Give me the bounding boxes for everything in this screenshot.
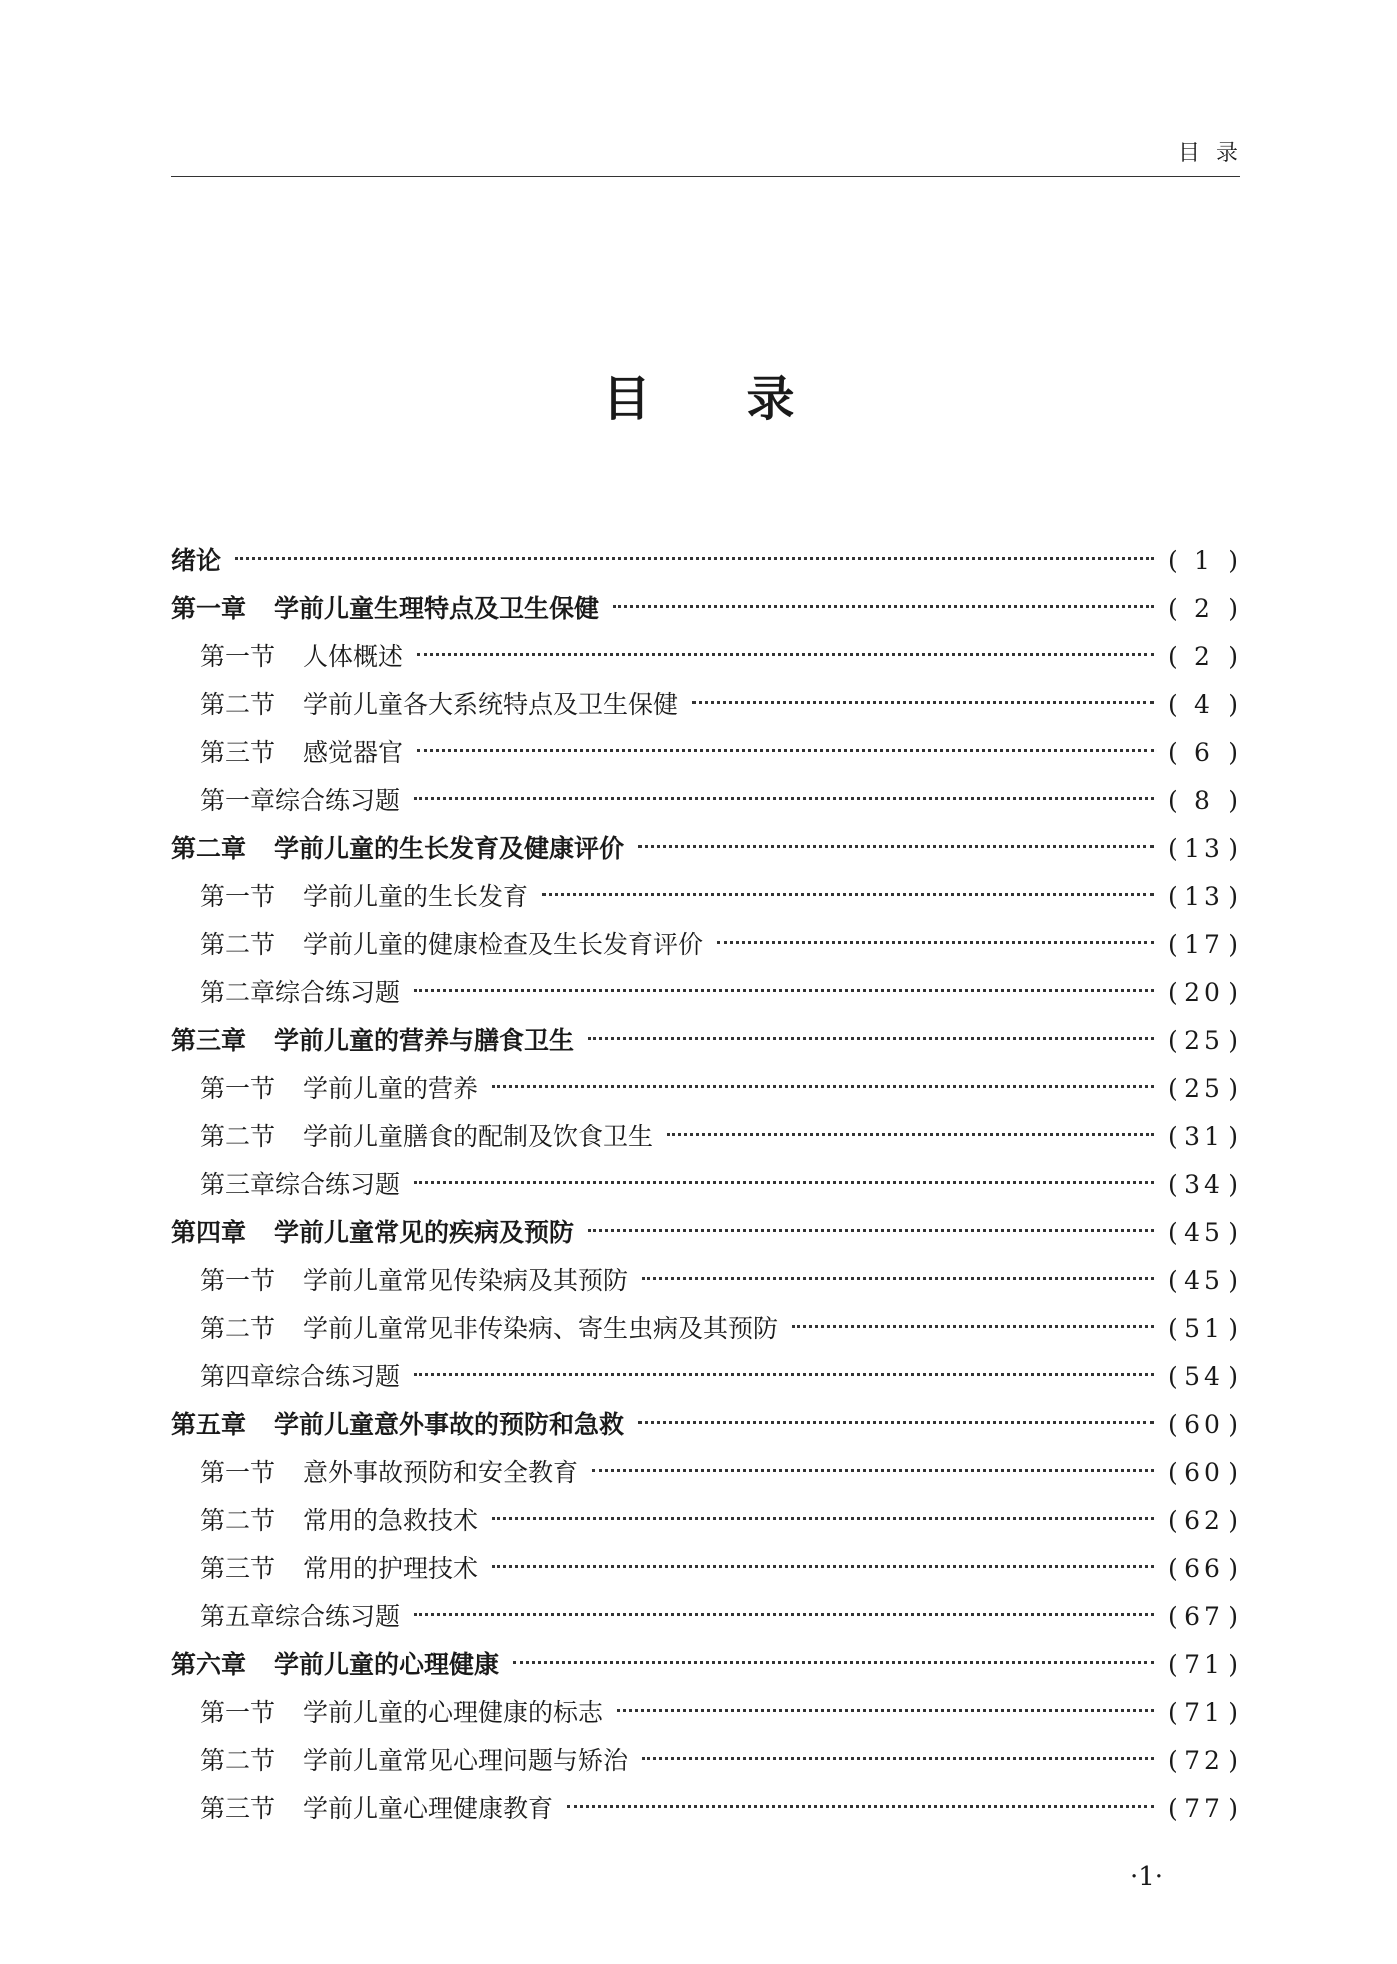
toc-entry-title: 第三章综合练习题 (200, 1170, 401, 1199)
toc-section-entry[interactable] (171, 873, 1240, 921)
dot-leader (617, 1709, 1154, 1712)
toc-entry-label (200, 873, 528, 921)
toc-section-entry[interactable] (171, 1353, 1240, 1401)
toc-entry-page: ( 60 ) (1168, 1401, 1240, 1449)
toc-entry-page-number: 66 (1184, 1554, 1224, 1583)
toc-entry-number: 第一节 (200, 1074, 276, 1103)
dot-leader (613, 605, 1154, 608)
toc-entry-label (171, 585, 599, 633)
toc-entry-label (200, 1545, 478, 1593)
toc-entry-number: 第一节 (200, 1458, 276, 1487)
toc-entry-number: 第一节 (200, 1266, 276, 1295)
running-header-title: 目录 (1177, 141, 1254, 166)
toc-entry-label (171, 1017, 574, 1065)
toc-entry-title: 学前儿童常见心理问题与矫治 (303, 1746, 629, 1775)
toc-chapter-entry[interactable] (171, 537, 1240, 585)
toc-section-entry[interactable] (171, 1161, 1240, 1209)
toc-entry-page-number: 45 (1184, 1266, 1224, 1295)
toc-section-entry[interactable] (171, 1593, 1240, 1641)
toc-chapter-entry[interactable] (171, 1209, 1240, 1257)
toc-entry-page-number: 25 (1184, 1026, 1224, 1055)
toc-entry-title: 学前儿童的健康检查及生长发育评价 (303, 930, 704, 959)
toc-entry-page-number: 34 (1184, 1170, 1224, 1199)
toc-entry-number: 第二节 (200, 690, 276, 719)
toc-entry-number: 第二节 (200, 1122, 276, 1151)
dot-leader (638, 1421, 1154, 1424)
toc-entry-page-number: 13 (1184, 882, 1224, 911)
toc-entry-page: ( 34 ) (1168, 1161, 1240, 1209)
dot-leader (588, 1037, 1154, 1040)
toc-entry-number: 第六章 (171, 1650, 247, 1679)
toc-entry-page-number: 60 (1184, 1458, 1224, 1487)
toc-entry-page-number: 1 (1194, 546, 1214, 575)
toc-entry-page: ( 8 ) (1168, 777, 1240, 825)
toc-entry-page: ( 51 ) (1168, 1305, 1240, 1353)
toc-entry-label (171, 825, 624, 873)
toc-entry-title: 学前儿童的心理健康 (274, 1650, 500, 1679)
toc-section-entry[interactable] (171, 1497, 1240, 1545)
toc-section-entry[interactable] (171, 1545, 1240, 1593)
toc-section-entry[interactable] (171, 681, 1240, 729)
toc-entry-label (200, 729, 403, 777)
toc-entry-number: 第四章 (171, 1218, 247, 1247)
page-number: ·1· (1130, 1862, 1164, 1892)
toc-entry-page: ( 77 ) (1168, 1785, 1240, 1833)
toc-entry-number: 第三节 (200, 1554, 276, 1583)
toc-entry-page: ( 13 ) (1168, 825, 1240, 873)
toc-entry-page-number: 31 (1184, 1122, 1224, 1151)
toc-entry-title: 人体概述 (303, 642, 404, 671)
dot-leader (638, 845, 1154, 848)
dot-leader (792, 1325, 1154, 1328)
toc-section-entry[interactable] (171, 921, 1240, 969)
toc-section-entry[interactable] (171, 1737, 1240, 1785)
toc-entry-label (200, 1785, 553, 1833)
dot-leader (417, 653, 1154, 656)
toc-entry-number: 第五章 (171, 1410, 247, 1439)
dot-leader (414, 797, 1154, 800)
dot-leader (414, 1613, 1154, 1616)
toc-entry-number: 第二节 (200, 1314, 276, 1343)
toc-entry-page: ( 2 ) (1168, 585, 1240, 633)
toc-entry-page-number: 67 (1184, 1602, 1224, 1631)
toc-entry-label (200, 1737, 628, 1785)
toc-section-entry[interactable] (171, 1449, 1240, 1497)
dot-leader (642, 1277, 1154, 1280)
dot-leader (513, 1661, 1154, 1664)
toc-entry-page-number: 51 (1184, 1314, 1224, 1343)
toc-entry-number: 第二节 (200, 1506, 276, 1535)
toc-entry-title: 常用的护理技术 (303, 1554, 479, 1583)
toc-section-entry[interactable] (171, 969, 1240, 1017)
toc-entry-label (200, 681, 678, 729)
toc-entry-title: 第一章综合练习题 (200, 786, 401, 815)
toc-entry-label (200, 777, 400, 825)
toc-entry-page-number: 2 (1194, 594, 1214, 623)
toc-entry-label (200, 1353, 400, 1401)
toc-entry-page-number: 8 (1194, 786, 1214, 815)
running-header (171, 136, 1254, 177)
toc-entry-page: ( 54 ) (1168, 1353, 1240, 1401)
toc-entry-page-number: 20 (1184, 978, 1224, 1007)
toc-entry-title: 学前儿童的营养与膳食卫生 (274, 1026, 575, 1055)
toc-entry-title: 学前儿童的生长发育及健康评价 (274, 834, 625, 863)
page-title: 目录 (602, 371, 891, 427)
toc-chapter-entry[interactable] (171, 1401, 1240, 1449)
toc-entry-page-number: 6 (1194, 738, 1214, 767)
toc-section-entry[interactable] (171, 777, 1240, 825)
toc-entry-title: 学前儿童心理健康教育 (303, 1794, 554, 1823)
toc-entry-title: 第四章综合练习题 (200, 1362, 401, 1391)
toc-entry-page-number: 2 (1194, 642, 1214, 671)
dot-leader (588, 1229, 1154, 1232)
toc-entry-number: 第一节 (200, 882, 276, 911)
toc-entry-label (171, 1401, 624, 1449)
table-of-contents (171, 537, 1240, 1833)
toc-section-entry[interactable] (171, 633, 1240, 681)
toc-entry-title: 学前儿童的心理健康的标志 (303, 1698, 604, 1727)
toc-entry-label (200, 1593, 400, 1641)
toc-entry-page: ( 20 ) (1168, 969, 1240, 1017)
toc-entry-title: 学前儿童生理特点及卫生保健 (274, 594, 600, 623)
toc-entry-page-number: 60 (1184, 1410, 1224, 1439)
toc-entry-label (200, 1449, 578, 1497)
toc-entry-label (200, 1257, 628, 1305)
toc-entry-page-number: 72 (1184, 1746, 1224, 1775)
toc-entry-number: 第一节 (200, 642, 276, 671)
toc-entry-page-number: 25 (1184, 1074, 1224, 1103)
toc-entry-page: ( 17 ) (1168, 921, 1240, 969)
toc-entry-number: 第二节 (200, 1746, 276, 1775)
dot-leader (592, 1469, 1154, 1472)
dot-leader (492, 1565, 1154, 1568)
toc-entry-title: 学前儿童常见的疾病及预防 (274, 1218, 575, 1247)
toc-entry-label (200, 969, 400, 1017)
toc-entry-page: ( 13 ) (1168, 873, 1240, 921)
toc-entry-page: ( 71 ) (1168, 1641, 1240, 1689)
dot-leader (414, 989, 1154, 992)
toc-entry-label (200, 921, 703, 969)
toc-entry-label (200, 1497, 478, 1545)
toc-section-entry[interactable] (171, 1113, 1240, 1161)
toc-entry-page-number: 45 (1184, 1218, 1224, 1247)
toc-entry-label (200, 633, 403, 681)
toc-entry-title: 学前儿童常见传染病及其预防 (303, 1266, 629, 1295)
dot-leader (692, 701, 1154, 704)
toc-entry-page-number: 4 (1194, 690, 1214, 719)
toc-chapter-entry[interactable] (171, 585, 1240, 633)
dot-leader (667, 1133, 1154, 1136)
toc-entry-page: ( 2 ) (1168, 633, 1240, 681)
toc-entry-title: 学前儿童的营养 (303, 1074, 479, 1103)
toc-entry-page-number: 17 (1184, 930, 1224, 959)
toc-entry-label (200, 1161, 400, 1209)
dot-leader (235, 557, 1154, 560)
toc-entry-label (200, 1065, 478, 1113)
toc-entry-title: 感觉器官 (303, 738, 404, 767)
toc-entry-page: ( 25 ) (1168, 1065, 1240, 1113)
toc-entry-number: 第一章 (171, 594, 247, 623)
toc-entry-title: 意外事故预防和安全教育 (303, 1458, 579, 1487)
toc-section-entry[interactable] (171, 1785, 1240, 1833)
toc-section-entry[interactable] (171, 729, 1240, 777)
toc-entry-title: 学前儿童意外事故的预防和急救 (274, 1410, 625, 1439)
dot-leader (642, 1757, 1154, 1760)
toc-entry-number: 第三节 (200, 1794, 276, 1823)
toc-entry-label (200, 1113, 653, 1161)
toc-entry-page: ( 66 ) (1168, 1545, 1240, 1593)
toc-entry-page-number: 62 (1184, 1506, 1224, 1535)
dot-leader (414, 1373, 1154, 1376)
toc-entry-title: 常用的急救技术 (303, 1506, 479, 1535)
toc-entry-label (200, 1305, 778, 1353)
toc-entry-title: 绪论 (171, 546, 222, 575)
toc-entry-page: ( 25 ) (1168, 1017, 1240, 1065)
toc-entry-page: ( 60 ) (1168, 1449, 1240, 1497)
dot-leader (414, 1181, 1154, 1184)
toc-entry-page: ( 45 ) (1168, 1209, 1240, 1257)
toc-entry-label (200, 1689, 603, 1737)
toc-entry-title: 学前儿童的生长发育 (303, 882, 529, 911)
toc-chapter-entry[interactable] (171, 825, 1240, 873)
dot-leader (492, 1517, 1154, 1520)
toc-entry-number: 第三章 (171, 1026, 247, 1055)
toc-entry-page: ( 6 ) (1168, 729, 1240, 777)
toc-entry-number: 第二章 (171, 834, 247, 863)
toc-chapter-entry[interactable] (171, 1641, 1240, 1689)
toc-entry-page: ( 1 ) (1168, 537, 1240, 585)
toc-section-entry[interactable] (171, 1257, 1240, 1305)
toc-entry-page-number: 71 (1184, 1698, 1224, 1727)
toc-entry-title: 第五章综合练习题 (200, 1602, 401, 1631)
toc-chapter-entry[interactable] (171, 1017, 1240, 1065)
toc-entry-label (171, 1209, 574, 1257)
toc-entry-page: ( 31 ) (1168, 1113, 1240, 1161)
toc-entry-number: 第三节 (200, 738, 276, 767)
toc-entry-page-number: 71 (1184, 1650, 1224, 1679)
toc-entry-page-number: 54 (1184, 1362, 1224, 1391)
toc-entry-number: 第二节 (200, 930, 276, 959)
toc-entry-number: 第一节 (200, 1698, 276, 1727)
dot-leader (417, 749, 1154, 752)
toc-entry-page: ( 72 ) (1168, 1737, 1240, 1785)
toc-entry-title: 第二章综合练习题 (200, 978, 401, 1007)
toc-entry-page: ( 67 ) (1168, 1593, 1240, 1641)
toc-entry-page-number: 13 (1184, 834, 1224, 863)
toc-section-entry[interactable] (171, 1689, 1240, 1737)
toc-entry-label (171, 1641, 499, 1689)
toc-entry-title: 学前儿童膳食的配制及饮食卫生 (303, 1122, 654, 1151)
dot-leader (542, 893, 1154, 896)
dot-leader (492, 1085, 1154, 1088)
toc-entry-page: ( 45 ) (1168, 1257, 1240, 1305)
toc-entry-label (171, 537, 221, 585)
toc-entry-page: ( 71 ) (1168, 1689, 1240, 1737)
toc-entry-page: ( 62 ) (1168, 1497, 1240, 1545)
dot-leader (567, 1805, 1154, 1808)
toc-entry-title: 学前儿童各大系统特点及卫生保健 (303, 690, 679, 719)
dot-leader (717, 941, 1154, 944)
toc-entry-title: 学前儿童常见非传染病、寄生虫病及其预防 (303, 1314, 779, 1343)
toc-entry-page: ( 4 ) (1168, 681, 1240, 729)
toc-entry-page-number: 77 (1184, 1794, 1224, 1823)
toc-section-entry[interactable] (171, 1305, 1240, 1353)
toc-section-entry[interactable] (171, 1065, 1240, 1113)
